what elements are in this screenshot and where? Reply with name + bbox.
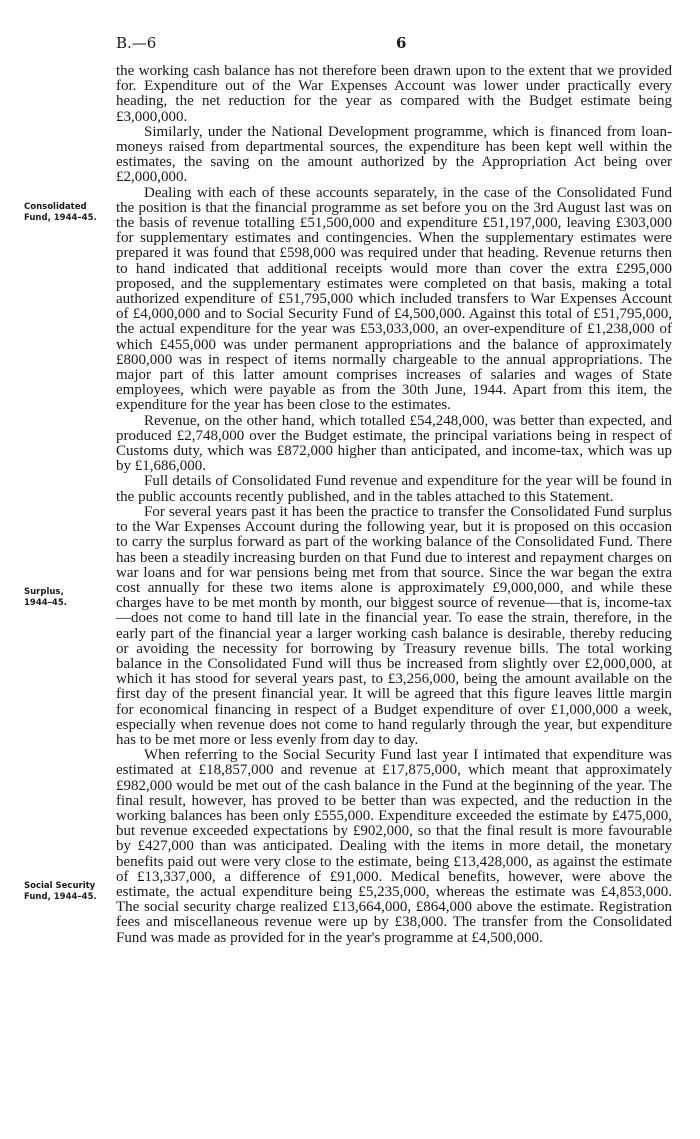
paragraph-surplus: For several years past it has been the practice to transfer the Consolidated Fund surplus to the War Expenses Account during the following year, but it is proposed on this occasion to carry the surplus forward as part of the working balance of the Consolidated Fund. There has been a steadily increasing burden on that Fund due to interest and repayment charges on war loans and for war pensions being met from that source. Since the war began the extra cost annually for these two items alone is approximately £9,000,000, and while these charges have to be met month by month, our biggest source of revenue—that is, income-tax—does not come to hand till late in the financial year. To ease the strain, therefore, in the early part of the financial year a larger working cash balance is desirable, thereby reducing or avoiding the necessity for borrowing by Treasury revenue bills. The total working balance in the Consolidated Fund will thus be increased from slightly over £2,000,000, at which it has stood for several years past, to £3,256,000, being the amount available on the first day of the present financial year. It will be agreed that this figure leaves little margin for economical financing in respect of a Budget expenditure of over £1,000,000 a week, especially when revenue does not come to hand regularly through the year, but expenditure has to be met more or less evenly from day to day. xyxy=(116,503,672,748)
document-body xyxy=(116,64,672,946)
page-number: 6 xyxy=(396,34,407,52)
paragraph-national-development: Similarly, under the National Development programme, which is financed from loan-moneys raised from departmental sources, the expenditure has been kept well within the estimates, the saving on the amount authorized by the Appropriation Act being over £2,000,000. xyxy=(116,123,672,186)
paragraph-social-security-fund: When referring to the Social Security Fund last year I intimated that expenditure was estimated at £18,857,000 and revenue at £17,875,000, which meant that approximately £982,000 would be met out of the cash balance in the Fund at the beginning of the year. The final result, however, has proved to be better than was expected, and the reduction in the working balances has been only £555,000. Expenditure exceeded the estimate by £475,000, but revenue exceeded expectations by £902,000, so that the final result is more favourable by £427,000 than was anticipated. Dealing with the items in more detail, the monetary benefits paid out were very close to the estimate, being £13,428,000, as against the estimate of £13,337,000, a difference of £91,000. Medical benefits, however, were above the estimate, the actual expenditure being £5,235,000, whereas the estimate was £4,853,000. The social security charge realized £13,664,000, £864,000 above the estimate. Registration fees and miscellaneous revenue were up by £38,000. The transfer from the Consolidated Fund was made as provided for in the year's programme at £4,500,000. xyxy=(116,747,672,946)
paragraph-consolidated-fund: Dealing with each of these accounts separately, in the case of the Consolidated Fund the position is that the financial programme as set before you on the 3rd August last was on the basis of revenue totalling £51,500,000 and expenditure £51,197,000, leaving £303,000 for supplementary estimates and contingencies. When the supplementary estimates were prepared it was found that £598,000 was required under that heading. Revenue returns then to hand indicated that additional receipts would more than cover the extra £295,000 proposed, and the supplementary estimates were completed on that basis, making a total authorized expenditure of £51,795,000 which included transfers to War Expenses Account of £4,000,000 and to Social Security Fund of £4,500,000. Against this total of £51,795,000, the actual expenditure for the year was £53,033,000, an over-expenditure of £1,238,000 of which £455,000 was under permanent appropriations and the balance of approximately £800,000 was in respect of items normally chargeable to the annual appropriations. The major part of this latter amount comprises increases of salaries and wages of State employees, which were payable as from the 30th June, 1944. Apart from this item, the expenditure for the year has been close to the estimates. xyxy=(116,184,672,414)
margin-note-social-security-fund: Social Security Fund, 1944–45. xyxy=(24,881,97,902)
paragraph-revenue: Revenue, on the other hand, which totalled £54,248,000, was better than expected, and produced £2,748,000 over the Budget estimate, the principal variations being in respect of Customs duty, which was £872,000 higher than anticipated, and income-tax, which was up by £1,686,000. xyxy=(116,412,672,475)
paragraph-continuation: the working cash balance has not therefore been drawn upon to the extent that we provided for. Expenditure out of the War Expenses Account was lower under practically every heading, the net reduction for the year as compared with the Budget estimate being £3,000,000. xyxy=(116,63,672,125)
margin-note-surplus: Surplus, 1944–45. xyxy=(24,587,67,608)
margin-note-consolidated-fund: Consolidated Fund, 1944–45. xyxy=(24,202,97,223)
page-code: B.—6 xyxy=(116,34,157,52)
page-header xyxy=(116,34,676,56)
paragraph-full-details: Full details of Consolidated Fund revenue and expenditure for the year will be found in the public accounts recently published, and in the tables attached to this Statement. xyxy=(116,473,672,505)
